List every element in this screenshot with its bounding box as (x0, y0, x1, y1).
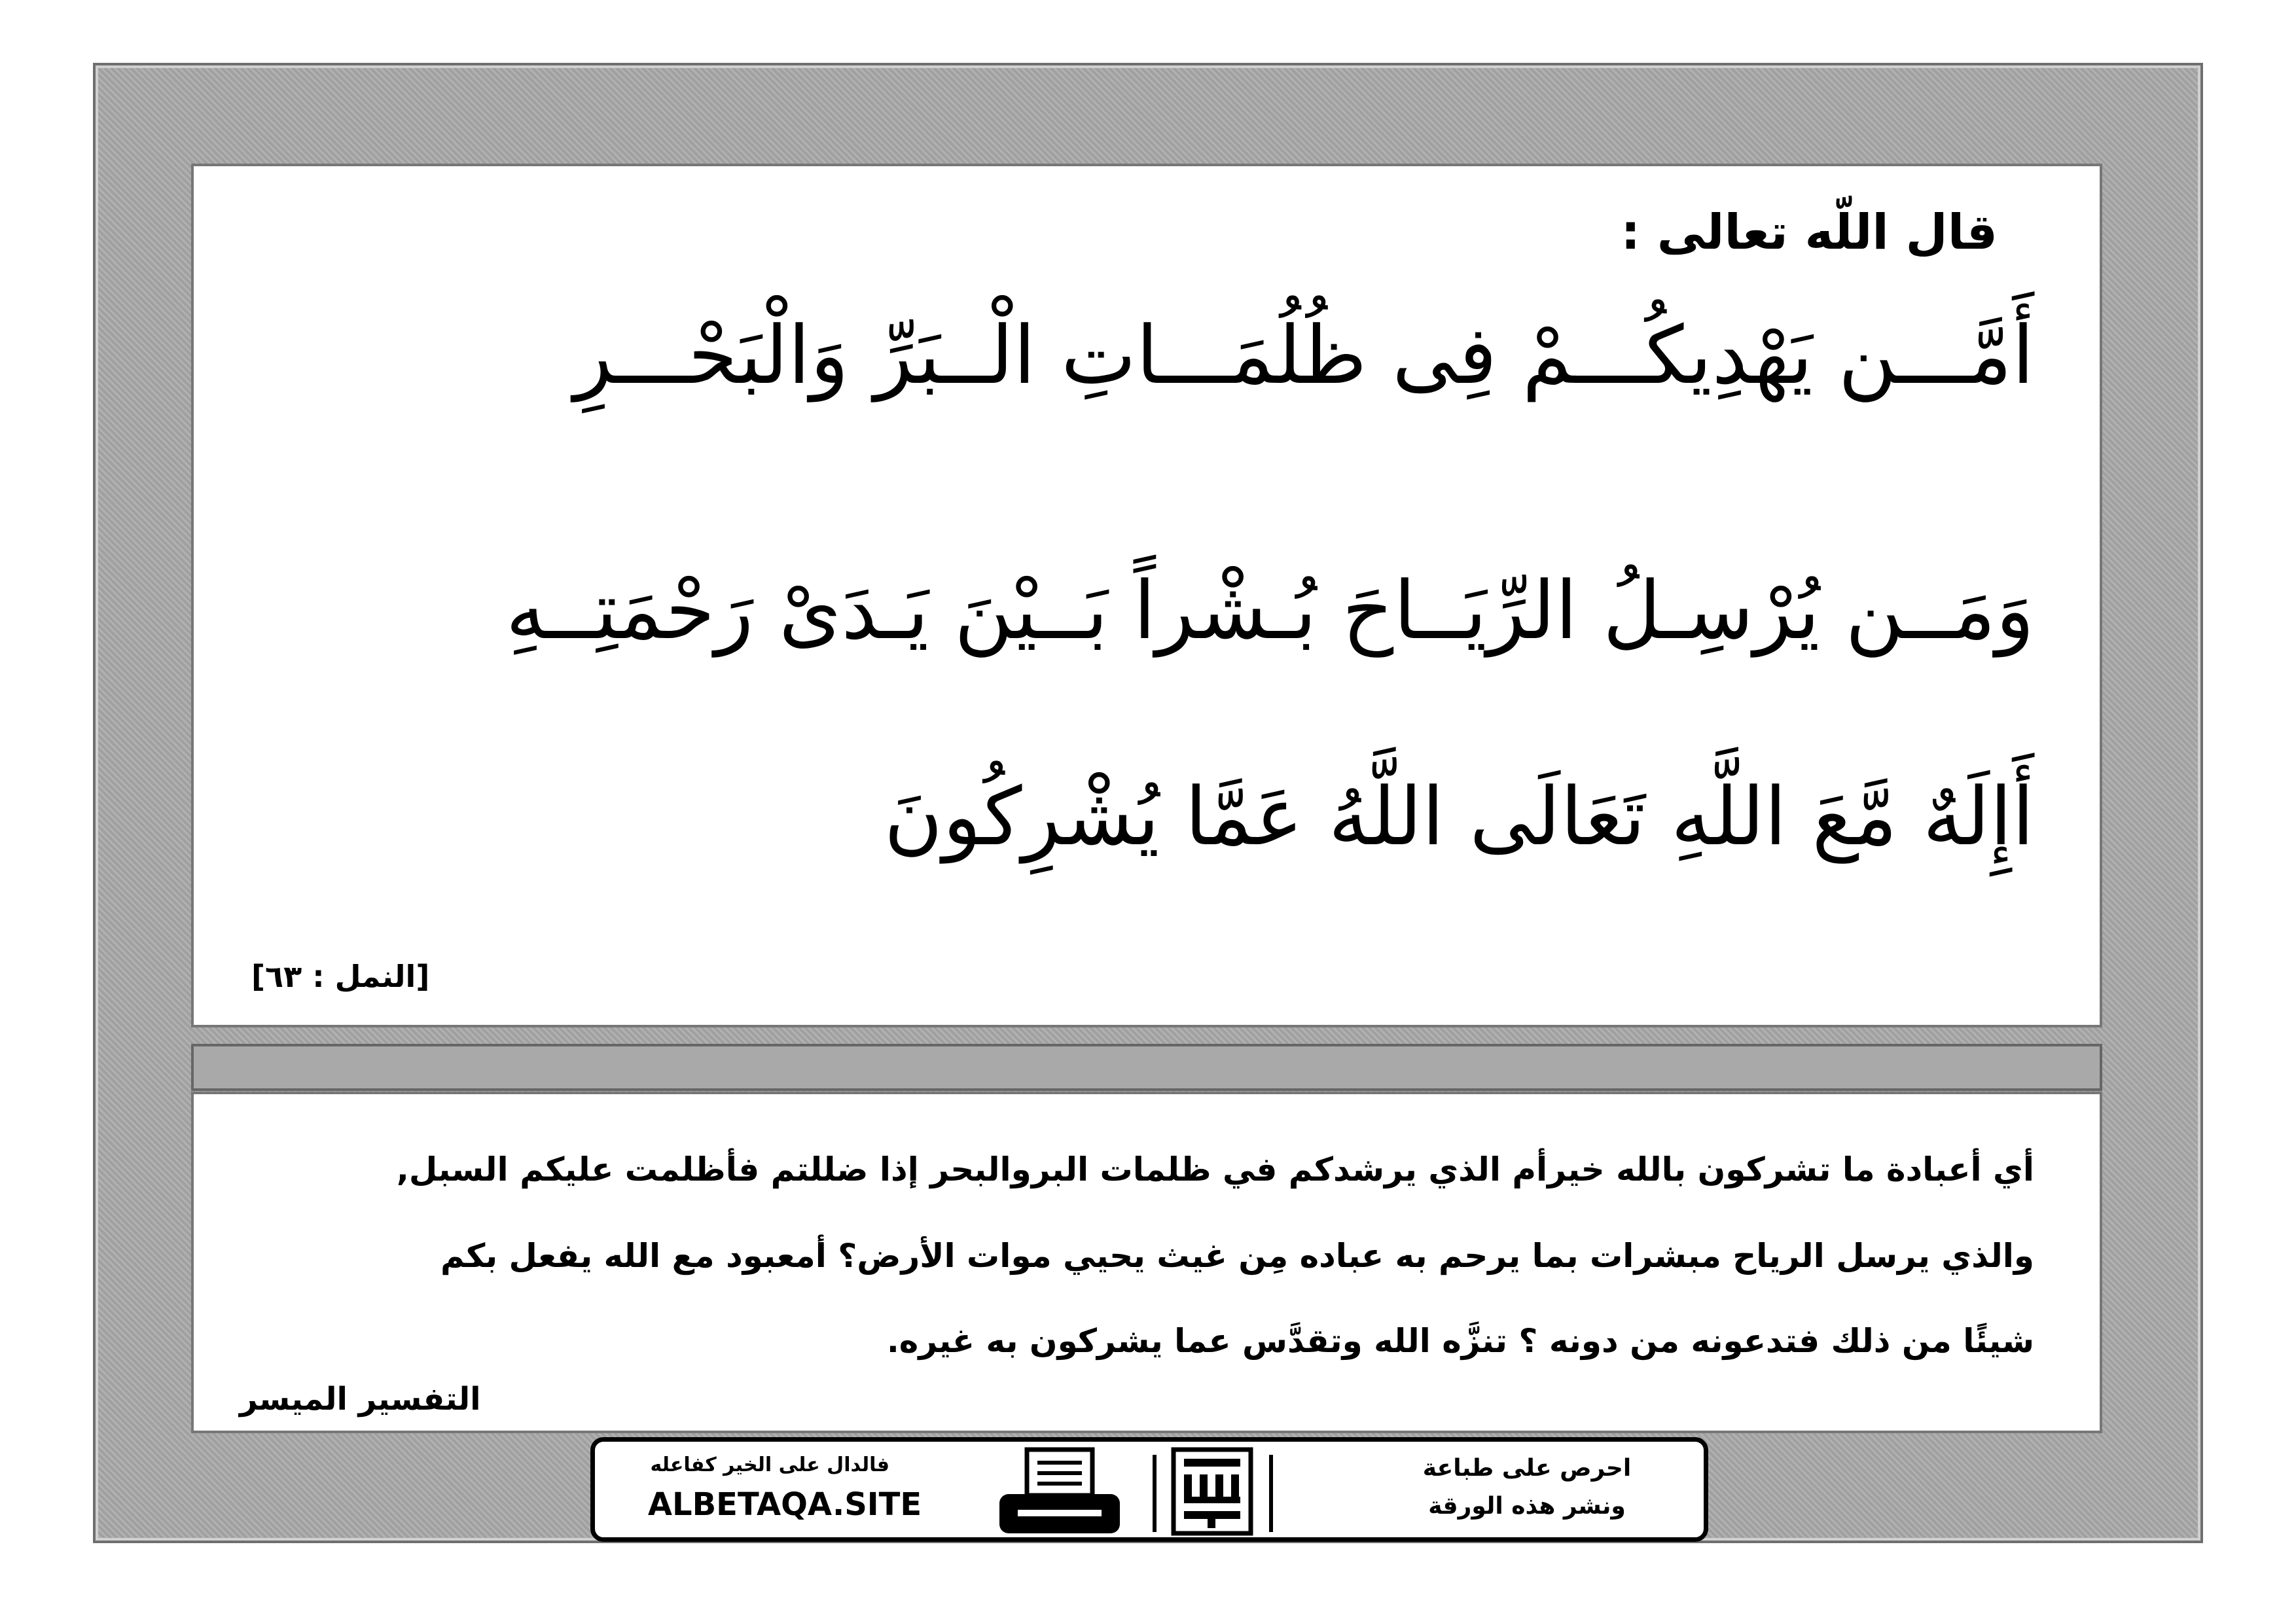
tafsir-source: التفسير الميسر (240, 1381, 481, 1418)
calligraphy-logo (1170, 1446, 1255, 1540)
footer-share-note: ونشر هذه الورقة (1428, 1493, 1626, 1520)
printer-icon (994, 1447, 1125, 1541)
footer-print-note: احرص على طباعة (1422, 1455, 1632, 1482)
footer-proverb: فالدال على الخير كفاعله (650, 1454, 889, 1476)
verse-line-1: أَمَّـــن يَهْدِيكُـــمْ فِى ظُلُمَـــاتِ الْــبَرِّ وَالْبَحْـــرِ (573, 309, 2034, 402)
tafsir-line-1: أي أعبادة ما تشركون بالله خيرأم الذي يرشدكم في ظلمات البروالبحر إذا ضللتم فأظلمت عليكم السبل, (396, 1150, 2034, 1188)
footer-divider (1153, 1455, 1157, 1532)
verse-line-3: أَإِلَهٌ مَّعَ اللَّهِ تَعَالَى اللَّهُ عَمَّا يُشْرِكُونَ (884, 770, 2034, 863)
verse-line-2: وَمَــن يُرْسِـلُ الرِّيَــاحَ بُـشْراً بَــيْنَ يَـدَىْ رَحْمَتِــهِ (505, 564, 2034, 657)
verse-intro-heading: قال اللّه تعالى : (1621, 204, 1998, 260)
footer-site-link[interactable]: ALBETAQA.SITE (647, 1486, 922, 1523)
footer-divider (1269, 1455, 1273, 1532)
tafsir-line-3: شيئًا من ذلك فتدعونه من دونه ؟ تنزَّه الله وتقدَّس عما يشركون به غيره. (886, 1322, 2034, 1360)
verse-reference: [النمل : ٦٣] (251, 959, 430, 994)
footer-banner (590, 1437, 1708, 1542)
tafsir-line-2: والذي يرسل الرياح مبشرات بما يرحم به عباده مِن غيث يحيي موات الأرض؟ أمعبود مع الله يفعل بكم (440, 1237, 2034, 1275)
divider-bar (191, 1044, 2102, 1091)
